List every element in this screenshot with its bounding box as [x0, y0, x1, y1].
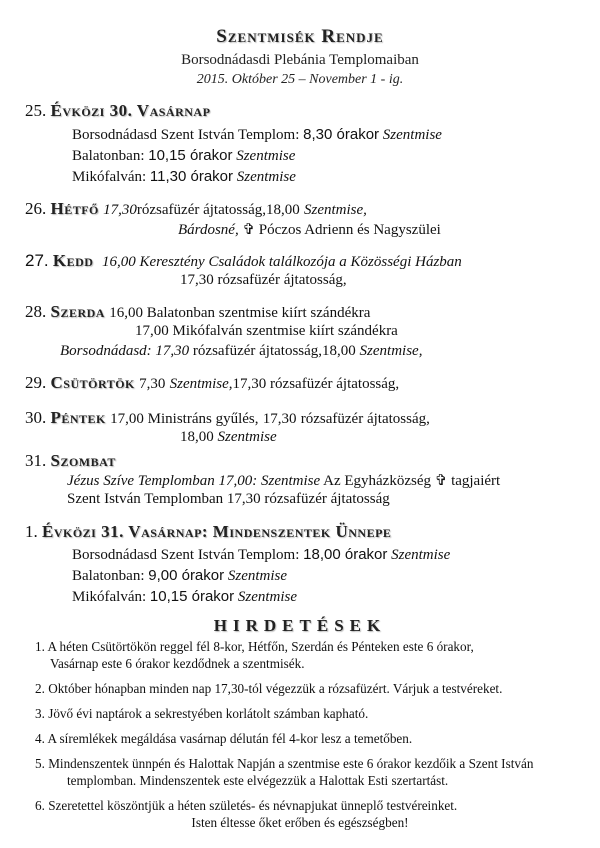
event-text: 16,00 Balatonban szentmise kiírt szándékra [109, 305, 371, 321]
place: Mikófalván: [72, 589, 147, 605]
day-heading [25, 451, 116, 471]
event-line [67, 471, 500, 490]
event-text: rózsafüzér ájtatosság, [300, 411, 430, 427]
day-name: Kedd [52, 251, 94, 270]
day-name: Szombat [50, 451, 116, 470]
page-title: Szentmisék Rendje [216, 26, 384, 47]
day-number: 31. [25, 451, 47, 470]
time: 10,15 órakor [149, 588, 235, 605]
place: Balatonban: [72, 568, 145, 584]
announcement-item: 2. Október hónapban minden nap 17,30-tól végezzük a rózsafüzért. Várjuk a testvéreket. [35, 681, 503, 696]
day-name: Szerda [50, 302, 105, 321]
time: 11,30 órakor [149, 168, 234, 185]
day-heading [25, 522, 391, 542]
event: Szentmise, [304, 202, 367, 218]
announcement-item-cont: templomban. Mindenszentek este elvégezzük a Halottak Esti szertartást. [67, 773, 449, 788]
page-subtitle: Borsodnádasdi Plebánia Templomaiban [181, 52, 419, 68]
event-text: 17,00 Ministráns gyűlés, [110, 411, 259, 427]
day-number: 29. [25, 373, 47, 392]
time: 18,00 [180, 429, 214, 445]
event: Jézus Szíve Templomban 17,00: Szentmise [67, 473, 321, 489]
event-line [180, 429, 277, 446]
mass-line [72, 588, 297, 606]
time: 10,15 órakor [148, 147, 233, 164]
announcement-item-cont: Isten éltesse őket erőben és egészségben! [191, 815, 409, 830]
day-name: Péntek [50, 408, 106, 427]
day-heading [25, 373, 399, 393]
mass-line [72, 567, 287, 585]
mass-line [72, 147, 295, 165]
day-heading [25, 302, 370, 322]
event-line: 17,00 Mikófalván szentmise kiírt szándékra [135, 323, 398, 339]
event: Szentmise, [359, 343, 423, 359]
mass-line [72, 126, 442, 144]
place-time: Borsodnádasd: 17,30 [60, 343, 190, 359]
event: Szentmise [236, 169, 296, 185]
day-number: 27. [25, 251, 49, 270]
announcement-item-cont: Vasárnap este 6 órakor kezdődnek a szentmisék. [50, 656, 305, 671]
event-text: 16,00 Keresztény Családok találkozója a Közösségi Házban [101, 254, 462, 270]
event: Szentmise [382, 127, 442, 143]
place: Borsodnádasd Szent István Templom: [72, 127, 300, 143]
day-heading [25, 408, 430, 428]
announcement-item: 4. A síremlékek megáldása vasárnap délután fél 4-kor lesz a temetőben. [35, 731, 413, 746]
day-number: 26. [25, 199, 47, 218]
time: 17,30 [262, 411, 297, 427]
event-text: 17,30 rózsafüzér ájtatosság, [232, 376, 400, 392]
day-number: 25. [25, 101, 47, 120]
day-heading [25, 199, 367, 219]
day-name: Hétfő [50, 199, 99, 218]
event-text: Az Egyházközség [323, 473, 431, 489]
announcements-title: HIRDETÉSEK [213, 616, 387, 635]
intention-name: Bárdosné, [178, 222, 239, 238]
date-range: 2015. Október 25 – November 1 - ig. [196, 72, 404, 87]
cross-icon: ✞ [242, 222, 256, 238]
event: Szentmise [237, 589, 298, 605]
day-number: 1. [25, 522, 38, 541]
announcement-item: 1. A héten Csütörtökön reggel fél 8-kor, Hétfőn, Szerdán és Pénteken este 6 órakor, [35, 639, 474, 654]
announcement-item: 3. Jövő évi naptárok a sekrestyében korlátolt számban kapható. [35, 706, 369, 721]
announcement-item: 5. Mindenszentek ünnpén és Halottak Napján a szentmise este 6 órakor kezdőik a Szent István [35, 756, 534, 771]
place: Balatonban: [72, 148, 145, 164]
event: Szentmise, [169, 376, 233, 392]
time: 18,00 órakor [303, 546, 388, 563]
time: 17,30 [226, 491, 261, 507]
event: Szentmise [227, 568, 288, 584]
intention-line [178, 220, 441, 239]
cross-icon: ✞ [434, 473, 448, 489]
place: Szent István Templomban [67, 491, 224, 507]
event-text: rózsafüzér ájtatosság [264, 491, 390, 507]
time: 8,30 órakor [303, 126, 380, 143]
day-name: Évközi 31. Vasárnap: Mindenszentek Ünnepe [42, 522, 392, 541]
day-heading [25, 101, 210, 121]
event: Szentmise [217, 429, 277, 445]
announcement-item: 6. Szeretettel köszöntjük a héten születés- és névnapjukat ünneplő testvéreinket. [35, 798, 458, 813]
event-line [60, 343, 422, 360]
mass-line [72, 168, 296, 186]
time: 17,30 [103, 202, 137, 218]
day-name: Évközi 30. Vasárnap [50, 101, 211, 120]
event-text: tagjaiért [451, 473, 501, 489]
intention-text: Póczos Adrienn és Nagyszülei [258, 222, 441, 238]
time: 7,30 [139, 376, 166, 392]
mass-line [72, 546, 450, 564]
day-number: 28. [25, 302, 47, 321]
event-line [67, 491, 390, 508]
event-text: rózsafüzér ájtatosság,18,00 [136, 202, 300, 218]
event: Szentmise [236, 148, 296, 164]
day-number: 30. [25, 408, 47, 427]
day-name: Csütörtök [50, 373, 135, 392]
day-heading [25, 251, 462, 271]
place: Borsodnádasd Szent István Templom: [72, 547, 300, 563]
time: 9,00 órakor [148, 567, 225, 584]
event-text: rózsafüzér ájtatosság,18,00 [192, 343, 356, 359]
event-line: 17,30 rózsafüzér ájtatosság, [180, 272, 347, 288]
place: Mikófalván: [72, 169, 147, 185]
event: Szentmise [391, 547, 451, 563]
